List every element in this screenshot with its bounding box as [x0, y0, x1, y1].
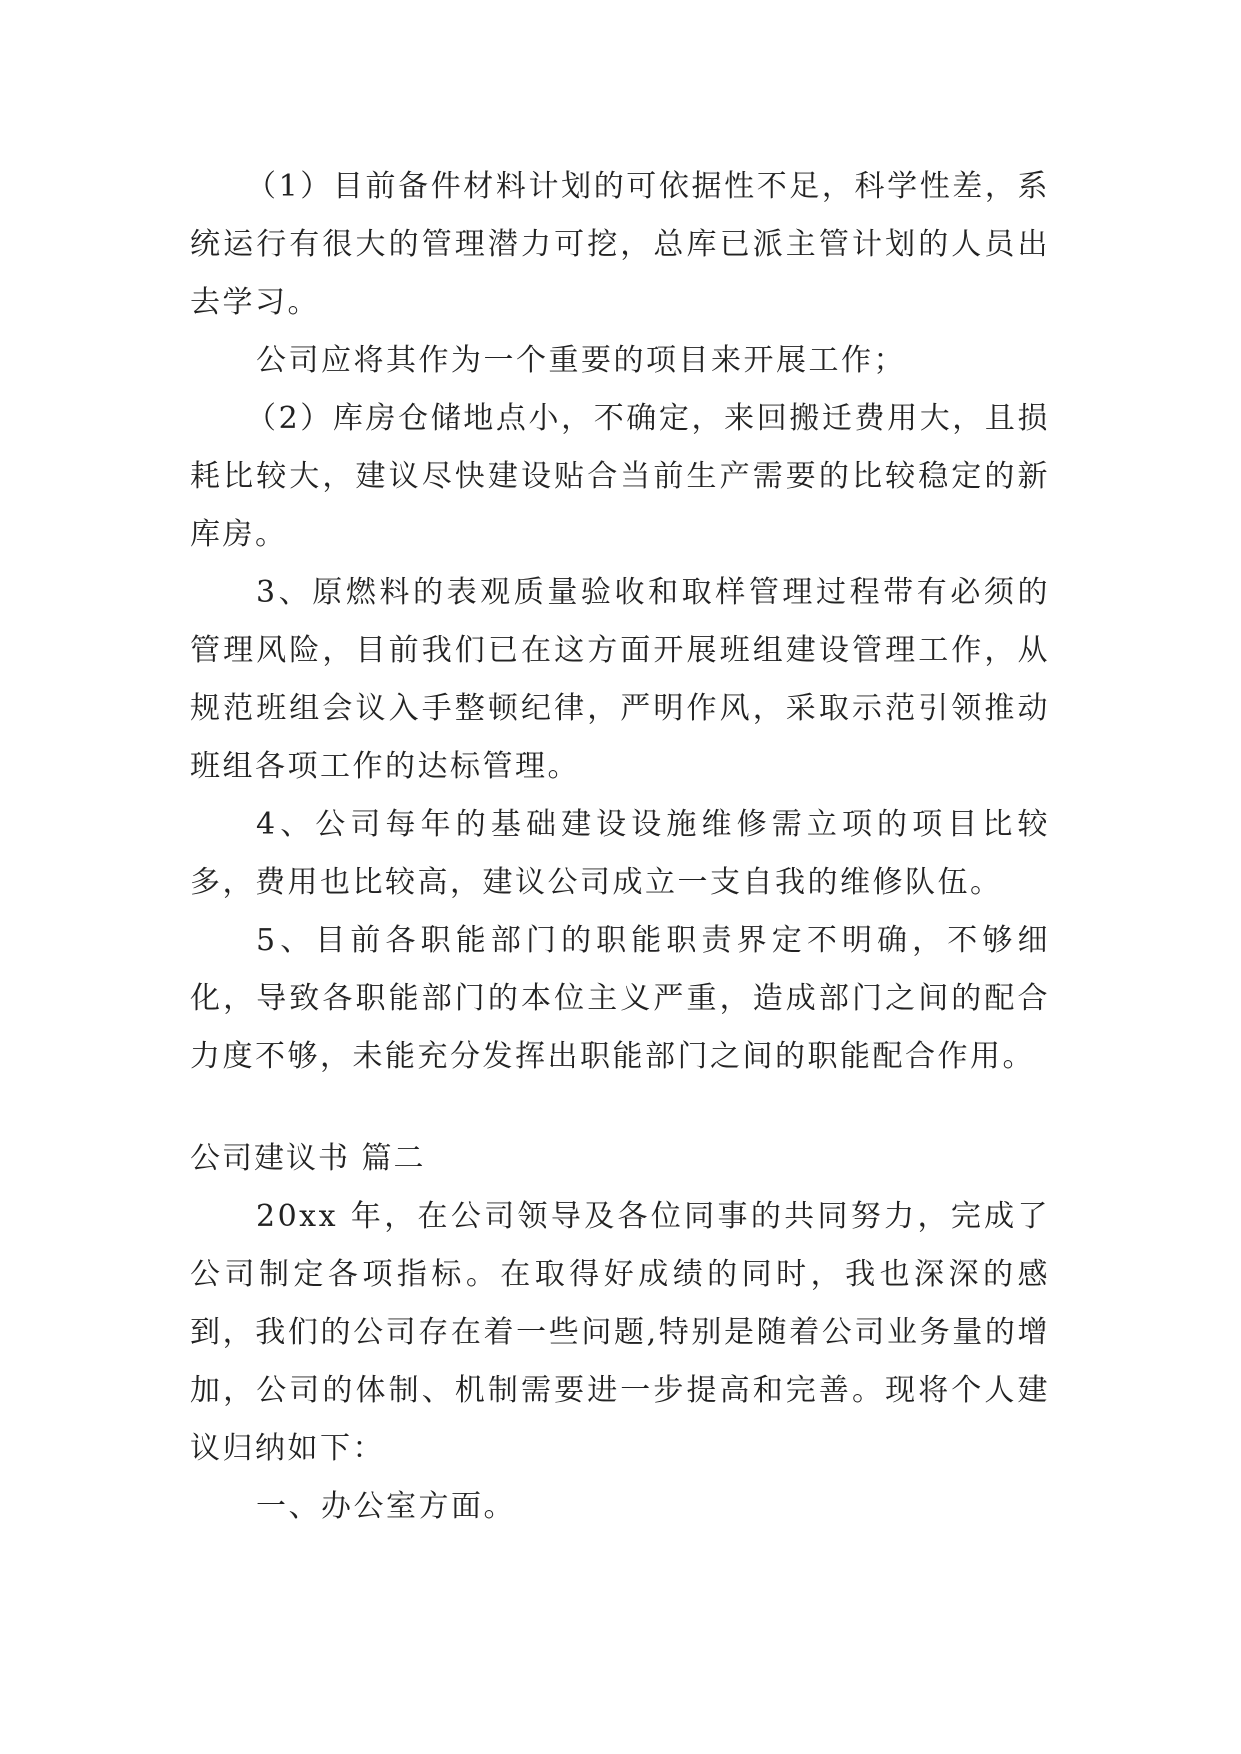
paragraph-item-2: （2）库房仓储地点小，不确定，来回搬迁费用大，且损耗比较大，建议尽快建设贴合当前生产需要的比较稳定的新库房。: [190, 401, 1050, 552]
section-spacer: [190, 1086, 1050, 1130]
paragraph-intro: 20xx 年，在公司领导及各位同事的共同努力，完成了公司制定各项指标。在取得好成绩的同时，我也深深的感到，我们的公司存在着一些问题,特别是随着公司业务量的增加，公司的体制、机制需要进一步提高和完善。现将个人建议归纳如下：: [190, 1199, 1050, 1466]
document-body: [190, 158, 1050, 1536]
paragraph-item-4: 4、公司每年的基础建设设施维修需立项的项目比较多，费用也比较高，建议公司成立一支自我的维修队伍。: [190, 807, 1050, 900]
paragraph-item-5: 5、目前各职能部门的职能职责界定不明确，不够细化，导致各职能部门的本位主义严重，造成部门之间的配合力度不够，未能充分发挥出职能部门之间的职能配合作用。: [190, 923, 1050, 1074]
paragraph-company-project: 公司应将其作为一个重要的项目来开展工作；: [256, 343, 906, 378]
paragraph-office-section: 一、办公室方面。: [256, 1489, 516, 1524]
paragraph-item-1: （1）目前备件材料计划的可依据性不足，科学性差，系统运行有很大的管理潜力可挖，总库已派主管计划的人员出去学习。: [190, 169, 1050, 320]
paragraph-item-3: 3、原燃料的表观质量验收和取样管理过程带有必须的管理风险，目前我们已在这方面开展班组建设管理工作，从规范班组会议入手整顿纪律，严明作风，采取示范引领推动班组各项工作的达标管理。: [190, 575, 1050, 784]
section-heading: 公司建议书 篇二: [190, 1141, 426, 1176]
